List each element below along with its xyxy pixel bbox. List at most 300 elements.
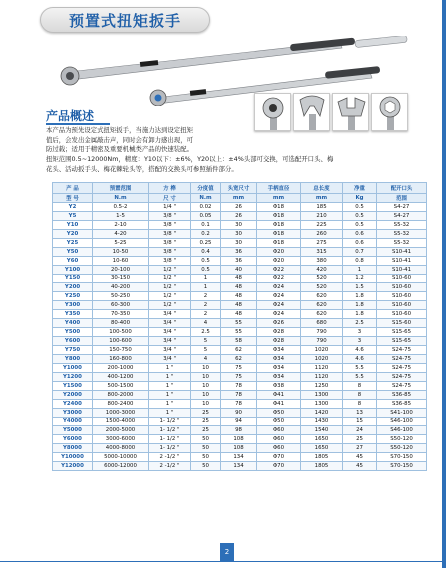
table-cell: S36-85 [377, 399, 427, 408]
table-cell: 1/2 " [149, 283, 191, 292]
table-cell: 0.4 [191, 247, 221, 256]
table-cell-model: Y12000 [53, 462, 93, 471]
table-cell-model: Y5000 [53, 426, 93, 435]
table-row [53, 426, 427, 435]
table-cell: 10 [191, 363, 221, 372]
table-cell-model: Y600 [53, 337, 93, 346]
table-cell: S15-65 [377, 328, 427, 337]
table-row [53, 444, 427, 453]
table-cell-model: Y350 [53, 310, 93, 319]
table-cell: 3/8 " [149, 211, 191, 220]
table-cell: 1.2 [343, 274, 377, 283]
table-cell-model: Y300 [53, 301, 93, 310]
table-row [53, 328, 427, 337]
table-cell: 94 [221, 417, 257, 426]
table-cell: 5.5 [343, 363, 377, 372]
table-cell: Φ41 [257, 390, 301, 399]
table-cell: 185 [301, 203, 343, 212]
table-row [53, 274, 427, 283]
table-cell: S10-60 [377, 310, 427, 319]
table-cell: 48 [221, 283, 257, 292]
section-divider [46, 123, 110, 125]
open-end-head-image [293, 93, 330, 131]
table-cell-model: Y150 [53, 274, 93, 283]
table-row [53, 337, 427, 346]
table-cell: 5 [191, 337, 221, 346]
page-title: 预置式扭矩扳手 [68, 11, 181, 30]
table-cell: 2.5 [191, 328, 221, 337]
table-row [53, 301, 427, 310]
table-cell: 48 [221, 274, 257, 283]
table-row [53, 203, 427, 212]
table-cell: Φ26 [257, 319, 301, 328]
table-cell: 3 [343, 328, 377, 337]
table-row [53, 346, 427, 355]
table-cell: 4000-8000 [93, 444, 149, 453]
description-line: 扭矩范围0.5~12000Nm，精度：Y10以下：±6%，Y20以上：±4%头部可交换，可选配开口头、梅 [46, 155, 334, 163]
table-cell-model: Y2000 [53, 390, 93, 399]
table-cell: 58 [221, 337, 257, 346]
table-cell: 10-50 [93, 247, 149, 256]
table-cell: 45 [343, 453, 377, 462]
table-cell: Φ60 [257, 444, 301, 453]
description-line: 花头、活动扳手头、梅花棘轮头等，搭配的交换头可参照插件部分。 [46, 164, 238, 173]
table-cell: 50 [191, 444, 221, 453]
table-cell: 1 " [149, 408, 191, 417]
table-cell: 78 [221, 399, 257, 408]
table-cell: 1020 [301, 346, 343, 355]
table-row [53, 211, 427, 220]
table-cell: 3/4 " [149, 337, 191, 346]
table-cell: 3000-6000 [93, 435, 149, 444]
table-cell: 4.6 [343, 354, 377, 363]
table-cell: 5.5 [343, 372, 377, 381]
page-title-banner [40, 7, 210, 33]
table-cell: Φ24 [257, 292, 301, 301]
table-cell: 4.6 [343, 346, 377, 355]
table-cell: S4-27 [377, 211, 427, 220]
table-cell-model: Y1000 [53, 363, 93, 372]
table-cell-model: Y2 [53, 203, 93, 212]
table-cell: 24 [343, 426, 377, 435]
table-cell: 1420 [301, 408, 343, 417]
table-cell: 78 [221, 381, 257, 390]
table-cell: 75 [221, 363, 257, 372]
table-cell: 0.7 [343, 247, 377, 256]
table-cell: Φ20 [257, 247, 301, 256]
table-cell: 1- 1/2 " [149, 417, 191, 426]
table-row [53, 390, 427, 399]
table-cell: Φ24 [257, 301, 301, 310]
table-cell: 2 -1/2 " [149, 453, 191, 462]
table-cell: 0.8 [343, 256, 377, 265]
table-cell: 25 [191, 426, 221, 435]
table-cell: 10 [191, 381, 221, 390]
table-cell: 1/2 " [149, 292, 191, 301]
table-cell: 210 [301, 211, 343, 220]
table-cell: 200-1000 [93, 363, 149, 372]
table-cell: 50 [191, 435, 221, 444]
table-cell: S36-85 [377, 390, 427, 399]
table-cell: 4 [191, 354, 221, 363]
table-cell: 134 [221, 462, 257, 471]
table-cell: Φ24 [257, 283, 301, 292]
table-cell: S24-75 [377, 372, 427, 381]
table-cell: 134 [221, 453, 257, 462]
ring-head-image [371, 93, 408, 131]
table-cell: 1500-4000 [93, 417, 149, 426]
col-header-open-head: 配开口头 [377, 183, 427, 194]
table-cell: 0.02 [191, 203, 221, 212]
table-cell: Φ34 [257, 346, 301, 355]
description-line: 值后，会发出金属敲击声，同时会有卸力感出现，可 [46, 135, 193, 144]
col-header-length: 总长度 [301, 183, 343, 194]
table-cell: S15-65 [377, 337, 427, 346]
col-subheader-weight: Kg [343, 194, 377, 203]
table-cell: 1 " [149, 372, 191, 381]
table-cell: 0.25 [191, 238, 221, 247]
table-cell: 0.5 [343, 211, 377, 220]
table-cell: S70-150 [377, 453, 427, 462]
table-cell: 1 " [149, 381, 191, 390]
table-cell: Φ70 [257, 462, 301, 471]
table-cell: 36 [221, 247, 257, 256]
table-cell: 1- 1/2 " [149, 444, 191, 453]
table-row [53, 372, 427, 381]
table-cell: 0.5 [343, 220, 377, 229]
col-header-weight: 净重 [343, 183, 377, 194]
table-cell: 800-2000 [93, 390, 149, 399]
table-cell: S46-100 [377, 417, 427, 426]
table-cell: Φ18 [257, 220, 301, 229]
table-cell: 25 [191, 417, 221, 426]
table-cell: 40 [221, 265, 257, 274]
table-cell-model: Y5 [53, 211, 93, 220]
table-cell: 40-200 [93, 283, 149, 292]
table-row [53, 283, 427, 292]
table-cell: 380 [301, 256, 343, 265]
table-cell: 1250 [301, 381, 343, 390]
table-cell: S10-41 [377, 256, 427, 265]
table-cell: 1/2 " [149, 265, 191, 274]
table-cell: S10-41 [377, 265, 427, 274]
table-cell: 108 [221, 444, 257, 453]
table-cell: 2 [191, 292, 221, 301]
table-cell: 1/2 " [149, 301, 191, 310]
table-cell: 3/4 " [149, 310, 191, 319]
table-cell: 8 [343, 390, 377, 399]
table-cell: 225 [301, 220, 343, 229]
table-cell: 520 [301, 283, 343, 292]
table-cell: 0.5 [191, 265, 221, 274]
table-cell: 80-400 [93, 319, 149, 328]
table-cell: 0.6 [343, 229, 377, 238]
col-header-square-drive: 方 榫 [149, 183, 191, 194]
table-cell: 275 [301, 238, 343, 247]
table-cell: 50-250 [93, 292, 149, 301]
table-cell: 0.1 [191, 220, 221, 229]
col-subheader-range: N.m [93, 194, 149, 203]
table-cell: 1300 [301, 390, 343, 399]
table-cell: 5 [191, 346, 221, 355]
table-cell: 1000-3000 [93, 408, 149, 417]
table-cell: 260 [301, 229, 343, 238]
table-cell-model: Y10 [53, 220, 93, 229]
table-cell: 1- 1/2 " [149, 426, 191, 435]
col-subheader-model: 型 号 [53, 194, 93, 203]
adjustable-head-image [332, 93, 369, 131]
col-header-handle-diameter: 手柄直径 [257, 183, 301, 194]
table-cell-model: Y1200 [53, 372, 93, 381]
table-cell: 1540 [301, 426, 343, 435]
table-cell: Φ34 [257, 372, 301, 381]
table-cell: 45 [343, 462, 377, 471]
table-header-row [53, 183, 427, 194]
table-cell: Φ24 [257, 310, 301, 319]
table-cell: S5-32 [377, 220, 427, 229]
table-cell: 1.8 [343, 292, 377, 301]
table-cell: Φ60 [257, 426, 301, 435]
table-cell: Φ18 [257, 203, 301, 212]
table-cell: 26 [221, 211, 257, 220]
table-cell: Φ22 [257, 274, 301, 283]
table-cell: 8 [343, 381, 377, 390]
table-cell: S50-120 [377, 435, 427, 444]
table-cell: 1 " [149, 390, 191, 399]
page-edge-stripe [442, 0, 446, 568]
col-subheader-head-width: mm [221, 194, 257, 203]
table-row [53, 220, 427, 229]
table-row [53, 354, 427, 363]
table-cell: 0.5 [191, 256, 221, 265]
table-cell: 70-350 [93, 310, 149, 319]
table-cell: S24-75 [377, 346, 427, 355]
table-cell-model: Y50 [53, 247, 93, 256]
table-cell-model: Y100 [53, 265, 93, 274]
table-cell: 100-500 [93, 328, 149, 337]
table-cell: 1430 [301, 417, 343, 426]
table-cell: 62 [221, 354, 257, 363]
table-cell: S5-32 [377, 229, 427, 238]
table-cell: 3/4 " [149, 328, 191, 337]
table-cell: 4 [191, 319, 221, 328]
table-cell: 3/8 " [149, 247, 191, 256]
table-cell: Φ18 [257, 238, 301, 247]
table-cell: 1-5 [93, 211, 149, 220]
table-cell: 3/4 " [149, 346, 191, 355]
table-cell: S46-100 [377, 426, 427, 435]
table-cell: 50 [191, 462, 221, 471]
table-cell: S10-60 [377, 292, 427, 301]
col-subheader-open-head: 范围 [377, 194, 427, 203]
table-cell: 2 -1/2 " [149, 462, 191, 471]
table-cell: 1 " [149, 399, 191, 408]
table-cell: Φ34 [257, 363, 301, 372]
table-cell-model: Y2400 [53, 399, 93, 408]
table-cell: S10-60 [377, 283, 427, 292]
table-cell: 1.5 [343, 283, 377, 292]
table-cell-model: Y20 [53, 229, 93, 238]
table-cell: 3/8 " [149, 238, 191, 247]
table-cell: 620 [301, 301, 343, 310]
table-row [53, 256, 427, 265]
table-cell: 1/2 " [149, 274, 191, 283]
table-cell: 1.8 [343, 301, 377, 310]
table-cell: 10 [191, 372, 221, 381]
table-body [53, 203, 427, 471]
table-cell-model: Y1500 [53, 381, 93, 390]
table-cell: 1805 [301, 462, 343, 471]
table-cell: 1120 [301, 363, 343, 372]
table-cell: S70-150 [377, 462, 427, 471]
table-cell: 6000-12000 [93, 462, 149, 471]
table-cell: 98 [221, 426, 257, 435]
table-cell: 36 [221, 256, 257, 265]
table-row [53, 238, 427, 247]
table-cell: 500-1500 [93, 381, 149, 390]
table-cell: Φ18 [257, 229, 301, 238]
table-cell: 2 [191, 301, 221, 310]
table-cell: 0.2 [191, 229, 221, 238]
table-row [53, 310, 427, 319]
table-cell: 790 [301, 328, 343, 337]
table-cell: Φ41 [257, 399, 301, 408]
description-line: 本产品为预先设定式扭矩扳手，当施力达到设定扭矩 [46, 126, 193, 134]
col-header-range: 预置范围 [93, 183, 149, 194]
table-cell-model: Y750 [53, 346, 93, 355]
table-cell: Φ22 [257, 265, 301, 274]
table-cell: 1120 [301, 372, 343, 381]
table-cell-model: Y200 [53, 283, 93, 292]
col-subheader-graduation: N.m [191, 194, 221, 203]
table-cell: 15 [343, 417, 377, 426]
product-specs-text [46, 155, 426, 174]
table-cell: 10 [191, 399, 221, 408]
table-cell: 420 [301, 265, 343, 274]
table-cell: 800-2400 [93, 399, 149, 408]
table-cell: 90 [221, 408, 257, 417]
table-cell: 55 [221, 328, 257, 337]
table-cell: 1 [343, 265, 377, 274]
table-cell: 620 [301, 292, 343, 301]
table-cell: 8 [343, 399, 377, 408]
table-cell-model: Y10000 [53, 453, 93, 462]
table-cell: 3/8 " [149, 229, 191, 238]
table-cell: Φ50 [257, 417, 301, 426]
table-cell-model: Y4000 [53, 417, 93, 426]
table-cell: 2.5 [343, 319, 377, 328]
table-cell: S15-60 [377, 319, 427, 328]
table-row [53, 319, 427, 328]
ratchet-head-image [254, 93, 291, 131]
table-row [53, 417, 427, 426]
table-cell: S10-60 [377, 301, 427, 310]
table-cell: 1/4 " [149, 203, 191, 212]
table-cell: 0.6 [343, 238, 377, 247]
table-cell: 62 [221, 346, 257, 355]
table-cell: 0.05 [191, 211, 221, 220]
table-cell: 150-750 [93, 346, 149, 355]
table-cell-model: Y800 [53, 354, 93, 363]
table-cell-model: Y25 [53, 238, 93, 247]
interchangeable-heads-row [254, 93, 406, 131]
table-cell: Φ18 [257, 211, 301, 220]
table-cell-model: Y60 [53, 256, 93, 265]
product-description [46, 126, 256, 155]
table-cell-model: Y6000 [53, 435, 93, 444]
table-cell: 2-10 [93, 220, 149, 229]
table-cell: 1020 [301, 354, 343, 363]
table-cell: S24-75 [377, 354, 427, 363]
table-cell: 620 [301, 310, 343, 319]
table-cell: 60-300 [93, 301, 149, 310]
table-cell: 4-20 [93, 229, 149, 238]
table-cell: 2000-5000 [93, 426, 149, 435]
table-cell: 48 [221, 301, 257, 310]
table-cell: 48 [221, 292, 257, 301]
table-cell: 3 [343, 337, 377, 346]
table-cell: 75 [221, 372, 257, 381]
section-title: 产品概述 [46, 109, 95, 123]
table-cell: S24-75 [377, 381, 427, 390]
table-cell: S41-100 [377, 408, 427, 417]
col-header-graduation: 分度值 [191, 183, 221, 194]
table-subheader-row [53, 194, 427, 203]
table-row [53, 399, 427, 408]
table-cell: 790 [301, 337, 343, 346]
table-cell: 315 [301, 247, 343, 256]
table-cell: 3/8 " [149, 256, 191, 265]
table-cell: 680 [301, 319, 343, 328]
table-cell: 3/8 " [149, 220, 191, 229]
description-line: 防过载；适用于精密及重要机械类产品的快速装配。 [46, 145, 193, 154]
table-cell: 25 [191, 408, 221, 417]
table-cell: 1 [191, 274, 221, 283]
footer-rule [0, 561, 446, 562]
spec-table [52, 182, 427, 471]
table-cell: 20-100 [93, 265, 149, 274]
table-cell: 160-800 [93, 354, 149, 363]
table-cell: S4-27 [377, 203, 427, 212]
table-cell: 1805 [301, 453, 343, 462]
table-cell: S5-32 [377, 238, 427, 247]
table-cell: 10 [191, 390, 221, 399]
table-cell: 5-25 [93, 238, 149, 247]
table-cell: 3/4 " [149, 319, 191, 328]
table-cell: Φ50 [257, 408, 301, 417]
table-cell: 30 [221, 220, 257, 229]
table-cell: Φ20 [257, 256, 301, 265]
table-cell: S10-41 [377, 247, 427, 256]
table-cell: 1- 1/2 " [149, 435, 191, 444]
table-cell: Φ34 [257, 354, 301, 363]
table-cell-model: Y400 [53, 319, 93, 328]
table-cell: 108 [221, 435, 257, 444]
table-cell: S50-120 [377, 444, 427, 453]
table-cell-model: Y250 [53, 292, 93, 301]
table-cell: 100-600 [93, 337, 149, 346]
table-row [53, 247, 427, 256]
table-cell: 2 [191, 310, 221, 319]
table-cell: S10-60 [377, 274, 427, 283]
table-cell: 1 [191, 283, 221, 292]
table-cell: Φ70 [257, 453, 301, 462]
table-row [53, 453, 427, 462]
table-cell: 520 [301, 274, 343, 283]
col-header-model: 产 品 [53, 183, 93, 194]
table-row [53, 363, 427, 372]
table-cell-model: Y3000 [53, 408, 93, 417]
